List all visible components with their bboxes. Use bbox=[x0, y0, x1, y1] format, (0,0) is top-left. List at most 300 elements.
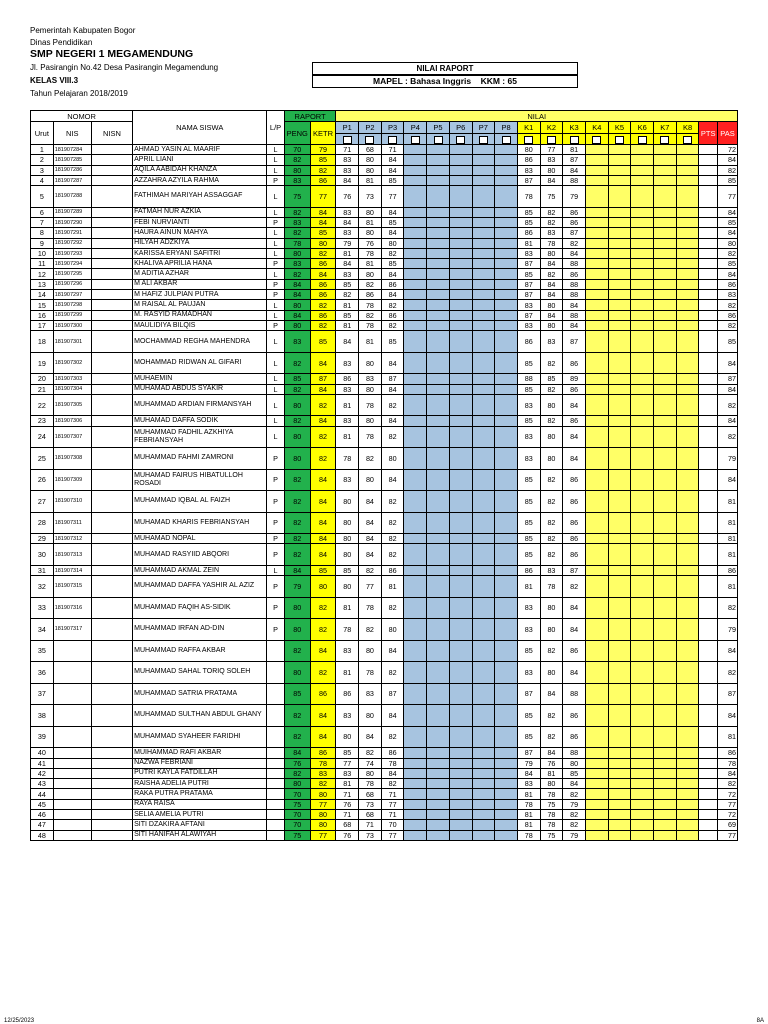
cell-p4[interactable] bbox=[404, 469, 427, 491]
cell-k1[interactable]: 83 bbox=[517, 619, 540, 641]
cell-p5[interactable] bbox=[427, 352, 450, 374]
cell-p3[interactable]: 84 bbox=[381, 165, 404, 175]
cell-p7[interactable] bbox=[472, 155, 495, 165]
cell-pts[interactable] bbox=[699, 597, 718, 619]
cell-k6[interactable] bbox=[631, 683, 654, 705]
cell-p8[interactable] bbox=[495, 576, 518, 598]
cell-k8[interactable] bbox=[676, 374, 699, 384]
cell-p1[interactable]: 81 bbox=[336, 662, 359, 684]
cell-peng[interactable]: 82 bbox=[284, 491, 310, 513]
cell-k6[interactable] bbox=[631, 640, 654, 662]
cell-k1[interactable]: 85 bbox=[517, 384, 540, 394]
cell-p6[interactable] bbox=[449, 597, 472, 619]
cell-k3[interactable]: 86 bbox=[563, 384, 586, 394]
cell-peng[interactable]: 80 bbox=[284, 448, 310, 470]
cell-k6[interactable] bbox=[631, 810, 654, 820]
cell-k4[interactable] bbox=[585, 238, 608, 248]
cell-p8[interactable] bbox=[495, 352, 518, 374]
cell-ketr[interactable]: 84 bbox=[310, 640, 336, 662]
cell-p4[interactable] bbox=[404, 320, 427, 330]
cell-k7[interactable] bbox=[654, 576, 677, 598]
cell-p4[interactable] bbox=[404, 491, 427, 513]
cell-p6[interactable] bbox=[449, 799, 472, 809]
cell-p4[interactable] bbox=[404, 534, 427, 544]
cell-p8[interactable] bbox=[495, 820, 518, 830]
cell-ketr[interactable]: 86 bbox=[310, 279, 336, 289]
cell-p3[interactable]: 82 bbox=[381, 779, 404, 789]
cell-p3[interactable]: 80 bbox=[381, 619, 404, 641]
cell-p1[interactable]: 86 bbox=[336, 683, 359, 705]
cell-p6[interactable] bbox=[449, 175, 472, 185]
cell-p4[interactable] bbox=[404, 384, 427, 394]
cell-k1[interactable]: 83 bbox=[517, 165, 540, 175]
cell-k4[interactable] bbox=[585, 748, 608, 758]
cell-k8[interactable] bbox=[676, 290, 699, 300]
cell-p6[interactable] bbox=[449, 228, 472, 238]
cell-k4[interactable] bbox=[585, 374, 608, 384]
cell-peng[interactable]: 70 bbox=[284, 820, 310, 830]
cell-k1[interactable]: 85 bbox=[517, 534, 540, 544]
cell-pts[interactable] bbox=[699, 279, 718, 289]
cell-p2[interactable]: 82 bbox=[359, 619, 382, 641]
cell-k5[interactable] bbox=[608, 352, 631, 374]
cell-p2[interactable]: 77 bbox=[359, 576, 382, 598]
cell-p7[interactable] bbox=[472, 384, 495, 394]
cell-p2[interactable]: 82 bbox=[359, 748, 382, 758]
cell-p1[interactable]: 83 bbox=[336, 155, 359, 165]
cell-pas[interactable]: 72 bbox=[717, 145, 737, 155]
cell-p8[interactable] bbox=[495, 259, 518, 269]
cell-p6[interactable] bbox=[449, 384, 472, 394]
cell-k1[interactable]: 83 bbox=[517, 248, 540, 258]
cell-ketr[interactable]: 82 bbox=[310, 426, 336, 448]
cell-p6[interactable] bbox=[449, 374, 472, 384]
cell-peng[interactable]: 82 bbox=[284, 207, 310, 217]
cell-pts[interactable] bbox=[699, 290, 718, 300]
cell-k2[interactable]: 85 bbox=[540, 374, 563, 384]
cell-pts[interactable] bbox=[699, 248, 718, 258]
cell-k4[interactable] bbox=[585, 597, 608, 619]
cell-k5[interactable] bbox=[608, 597, 631, 619]
cell-p1[interactable]: 83 bbox=[336, 705, 359, 727]
cell-k5[interactable] bbox=[608, 799, 631, 809]
cell-k4[interactable] bbox=[585, 789, 608, 799]
cell-k5[interactable] bbox=[608, 469, 631, 491]
cell-p8[interactable] bbox=[495, 175, 518, 185]
cell-k4[interactable] bbox=[585, 799, 608, 809]
cell-k3[interactable]: 87 bbox=[563, 155, 586, 165]
cell-p2[interactable]: 68 bbox=[359, 145, 382, 155]
cell-p8[interactable] bbox=[495, 269, 518, 279]
cell-k3[interactable]: 88 bbox=[563, 175, 586, 185]
cell-p7[interactable] bbox=[472, 597, 495, 619]
cell-p3[interactable]: 84 bbox=[381, 705, 404, 727]
cell-p6[interactable] bbox=[449, 352, 472, 374]
cell-k8[interactable] bbox=[676, 145, 699, 155]
cell-k2[interactable]: 75 bbox=[540, 186, 563, 208]
cell-p1[interactable]: 80 bbox=[336, 726, 359, 748]
cell-k6[interactable] bbox=[631, 186, 654, 208]
cell-p1[interactable]: 80 bbox=[336, 544, 359, 566]
cell-pts[interactable] bbox=[699, 374, 718, 384]
cell-p2[interactable]: 84 bbox=[359, 512, 382, 534]
cell-pas[interactable]: 82 bbox=[717, 662, 737, 684]
cell-p3[interactable]: 84 bbox=[381, 384, 404, 394]
cell-k5[interactable] bbox=[608, 726, 631, 748]
cell-k3[interactable]: 80 bbox=[563, 758, 586, 768]
cell-p6[interactable] bbox=[449, 619, 472, 641]
cell-peng[interactable]: 80 bbox=[284, 248, 310, 258]
cell-k7[interactable] bbox=[654, 534, 677, 544]
cell-k2[interactable]: 76 bbox=[540, 758, 563, 768]
cell-k7[interactable] bbox=[654, 217, 677, 227]
cell-k3[interactable]: 82 bbox=[563, 576, 586, 598]
cell-k5[interactable] bbox=[608, 758, 631, 768]
checkbox-k4[interactable] bbox=[592, 136, 601, 144]
cell-k1[interactable]: 85 bbox=[517, 207, 540, 217]
cell-k7[interactable] bbox=[654, 448, 677, 470]
cell-k3[interactable]: 84 bbox=[563, 597, 586, 619]
cell-p7[interactable] bbox=[472, 779, 495, 789]
cell-k5[interactable] bbox=[608, 238, 631, 248]
cell-pas[interactable]: 82 bbox=[717, 248, 737, 258]
cell-k3[interactable]: 88 bbox=[563, 310, 586, 320]
cell-p4[interactable] bbox=[404, 352, 427, 374]
cell-k4[interactable] bbox=[585, 469, 608, 491]
cell-k4[interactable] bbox=[585, 352, 608, 374]
cell-k4[interactable] bbox=[585, 228, 608, 238]
cell-p8[interactable] bbox=[495, 640, 518, 662]
cell-p2[interactable]: 76 bbox=[359, 238, 382, 248]
cell-p6[interactable] bbox=[449, 416, 472, 426]
cell-p5[interactable] bbox=[427, 269, 450, 279]
cell-k7[interactable] bbox=[654, 331, 677, 353]
cell-p8[interactable] bbox=[495, 374, 518, 384]
cell-p6[interactable] bbox=[449, 512, 472, 534]
cell-k7[interactable] bbox=[654, 640, 677, 662]
cell-p2[interactable]: 83 bbox=[359, 374, 382, 384]
cell-k6[interactable] bbox=[631, 269, 654, 279]
cell-p2[interactable]: 73 bbox=[359, 186, 382, 208]
cell-p5[interactable] bbox=[427, 768, 450, 778]
cell-p7[interactable] bbox=[472, 290, 495, 300]
cell-p6[interactable] bbox=[449, 145, 472, 155]
cell-p1[interactable]: 80 bbox=[336, 512, 359, 534]
cell-p5[interactable] bbox=[427, 597, 450, 619]
cell-p3[interactable]: 82 bbox=[381, 320, 404, 330]
cell-k1[interactable]: 79 bbox=[517, 758, 540, 768]
cell-ketr[interactable]: 85 bbox=[310, 155, 336, 165]
cell-p6[interactable] bbox=[449, 426, 472, 448]
cell-pas[interactable]: 77 bbox=[717, 186, 737, 208]
cell-p3[interactable]: 84 bbox=[381, 416, 404, 426]
cell-pas[interactable]: 84 bbox=[717, 207, 737, 217]
cell-k5[interactable] bbox=[608, 768, 631, 778]
cell-k2[interactable]: 80 bbox=[540, 300, 563, 310]
cell-k5[interactable] bbox=[608, 779, 631, 789]
cell-k2[interactable]: 80 bbox=[540, 619, 563, 641]
cell-k1[interactable]: 81 bbox=[517, 576, 540, 598]
cell-p2[interactable]: 80 bbox=[359, 384, 382, 394]
cell-p4[interactable] bbox=[404, 290, 427, 300]
cell-pts[interactable] bbox=[699, 331, 718, 353]
cell-k4[interactable] bbox=[585, 726, 608, 748]
cell-k6[interactable] bbox=[631, 228, 654, 238]
cell-ketr[interactable]: 82 bbox=[310, 165, 336, 175]
cell-p3[interactable]: 86 bbox=[381, 565, 404, 575]
cell-p5[interactable] bbox=[427, 789, 450, 799]
cell-k3[interactable]: 84 bbox=[563, 300, 586, 310]
cell-k8[interactable] bbox=[676, 705, 699, 727]
cell-p7[interactable] bbox=[472, 259, 495, 269]
cell-k3[interactable]: 86 bbox=[563, 469, 586, 491]
cell-ketr[interactable]: 82 bbox=[310, 394, 336, 416]
cell-k2[interactable]: 78 bbox=[540, 789, 563, 799]
cell-p8[interactable] bbox=[495, 186, 518, 208]
cell-k6[interactable] bbox=[631, 830, 654, 840]
cell-pts[interactable] bbox=[699, 534, 718, 544]
cell-k4[interactable] bbox=[585, 175, 608, 185]
cell-pas[interactable]: 86 bbox=[717, 279, 737, 289]
cell-ketr[interactable]: 86 bbox=[310, 175, 336, 185]
cell-k6[interactable] bbox=[631, 300, 654, 310]
cell-pts[interactable] bbox=[699, 426, 718, 448]
cell-k1[interactable]: 88 bbox=[517, 374, 540, 384]
cell-k4[interactable] bbox=[585, 186, 608, 208]
cell-k8[interactable] bbox=[676, 683, 699, 705]
cell-pts[interactable] bbox=[699, 576, 718, 598]
cell-k3[interactable]: 82 bbox=[563, 238, 586, 248]
cell-pts[interactable] bbox=[699, 175, 718, 185]
cell-peng[interactable]: 82 bbox=[284, 768, 310, 778]
cell-p3[interactable]: 84 bbox=[381, 640, 404, 662]
cell-k4[interactable] bbox=[585, 269, 608, 279]
cell-p5[interactable] bbox=[427, 300, 450, 310]
cell-ketr[interactable]: 86 bbox=[310, 290, 336, 300]
cell-p3[interactable]: 84 bbox=[381, 768, 404, 778]
cell-pts[interactable] bbox=[699, 310, 718, 320]
cell-k1[interactable]: 87 bbox=[517, 748, 540, 758]
cell-p6[interactable] bbox=[449, 748, 472, 758]
cell-k7[interactable] bbox=[654, 145, 677, 155]
cell-p8[interactable] bbox=[495, 662, 518, 684]
cell-p8[interactable] bbox=[495, 469, 518, 491]
cell-peng[interactable]: 70 bbox=[284, 810, 310, 820]
cell-p6[interactable] bbox=[449, 331, 472, 353]
cell-peng[interactable]: 79 bbox=[284, 576, 310, 598]
cell-k6[interactable] bbox=[631, 290, 654, 300]
cell-k4[interactable] bbox=[585, 320, 608, 330]
cell-k6[interactable] bbox=[631, 384, 654, 394]
cell-p5[interactable] bbox=[427, 619, 450, 641]
cell-p5[interactable] bbox=[427, 544, 450, 566]
cell-p8[interactable] bbox=[495, 145, 518, 155]
cell-k5[interactable] bbox=[608, 544, 631, 566]
cell-ketr[interactable]: 84 bbox=[310, 207, 336, 217]
cell-k2[interactable]: 77 bbox=[540, 145, 563, 155]
cell-p4[interactable] bbox=[404, 145, 427, 155]
cell-p1[interactable]: 81 bbox=[336, 394, 359, 416]
cell-peng[interactable]: 70 bbox=[284, 145, 310, 155]
cell-peng[interactable]: 82 bbox=[284, 228, 310, 238]
cell-pts[interactable] bbox=[699, 186, 718, 208]
cell-peng[interactable]: 80 bbox=[284, 597, 310, 619]
cell-pas[interactable]: 72 bbox=[717, 810, 737, 820]
cell-pts[interactable] bbox=[699, 217, 718, 227]
cell-k1[interactable]: 83 bbox=[517, 597, 540, 619]
cell-k3[interactable]: 88 bbox=[563, 683, 586, 705]
cell-p7[interactable] bbox=[472, 145, 495, 155]
cell-pas[interactable]: 81 bbox=[717, 512, 737, 534]
cell-p4[interactable] bbox=[404, 279, 427, 289]
cell-k5[interactable] bbox=[608, 512, 631, 534]
cell-k8[interactable] bbox=[676, 491, 699, 513]
cell-k7[interactable] bbox=[654, 279, 677, 289]
cell-p6[interactable] bbox=[449, 810, 472, 820]
cell-p2[interactable]: 80 bbox=[359, 269, 382, 279]
cell-p1[interactable]: 83 bbox=[336, 640, 359, 662]
cell-k8[interactable] bbox=[676, 416, 699, 426]
cell-p5[interactable] bbox=[427, 394, 450, 416]
cell-k8[interactable] bbox=[676, 331, 699, 353]
cell-p7[interactable] bbox=[472, 491, 495, 513]
cell-p5[interactable] bbox=[427, 207, 450, 217]
cell-k7[interactable] bbox=[654, 619, 677, 641]
cell-p7[interactable] bbox=[472, 576, 495, 598]
cell-p4[interactable] bbox=[404, 799, 427, 809]
cell-p6[interactable] bbox=[449, 279, 472, 289]
cell-p8[interactable] bbox=[495, 384, 518, 394]
cell-k1[interactable]: 84 bbox=[517, 768, 540, 778]
cell-k5[interactable] bbox=[608, 789, 631, 799]
cell-k4[interactable] bbox=[585, 300, 608, 310]
cell-k2[interactable]: 80 bbox=[540, 597, 563, 619]
cell-k6[interactable] bbox=[631, 448, 654, 470]
cell-ketr[interactable]: 87 bbox=[310, 374, 336, 384]
cell-p4[interactable] bbox=[404, 331, 427, 353]
cell-p1[interactable]: 80 bbox=[336, 576, 359, 598]
cell-p4[interactable] bbox=[404, 830, 427, 840]
cell-p1[interactable]: 81 bbox=[336, 248, 359, 258]
cell-p2[interactable]: 81 bbox=[359, 259, 382, 269]
cell-k1[interactable]: 87 bbox=[517, 175, 540, 185]
cell-p7[interactable] bbox=[472, 426, 495, 448]
cell-peng[interactable]: 80 bbox=[284, 779, 310, 789]
cell-p1[interactable]: 83 bbox=[336, 416, 359, 426]
cell-ketr[interactable]: 82 bbox=[310, 779, 336, 789]
cell-k2[interactable]: 78 bbox=[540, 576, 563, 598]
cell-p5[interactable] bbox=[427, 830, 450, 840]
cell-pts[interactable] bbox=[699, 758, 718, 768]
cell-peng[interactable]: 82 bbox=[284, 155, 310, 165]
cell-p4[interactable] bbox=[404, 512, 427, 534]
cell-p8[interactable] bbox=[495, 248, 518, 258]
cell-p1[interactable]: 71 bbox=[336, 789, 359, 799]
cell-k6[interactable] bbox=[631, 789, 654, 799]
cell-k1[interactable]: 83 bbox=[517, 300, 540, 310]
cell-p7[interactable] bbox=[472, 758, 495, 768]
cell-p8[interactable] bbox=[495, 830, 518, 840]
cell-p7[interactable] bbox=[472, 726, 495, 748]
cell-k4[interactable] bbox=[585, 662, 608, 684]
cell-ketr[interactable]: 80 bbox=[310, 576, 336, 598]
cell-p2[interactable]: 82 bbox=[359, 279, 382, 289]
cell-k5[interactable] bbox=[608, 217, 631, 227]
cell-p2[interactable]: 84 bbox=[359, 544, 382, 566]
cell-peng[interactable]: 82 bbox=[284, 512, 310, 534]
cell-k3[interactable]: 86 bbox=[563, 705, 586, 727]
cell-pas[interactable]: 86 bbox=[717, 310, 737, 320]
cell-p1[interactable]: 76 bbox=[336, 799, 359, 809]
cell-k4[interactable] bbox=[585, 155, 608, 165]
cell-k1[interactable]: 81 bbox=[517, 789, 540, 799]
cell-k8[interactable] bbox=[676, 758, 699, 768]
cell-p7[interactable] bbox=[472, 207, 495, 217]
cell-k1[interactable]: 85 bbox=[517, 726, 540, 748]
cell-k4[interactable] bbox=[585, 448, 608, 470]
cell-k8[interactable] bbox=[676, 279, 699, 289]
cell-pts[interactable] bbox=[699, 352, 718, 374]
cell-k6[interactable] bbox=[631, 426, 654, 448]
cell-pas[interactable]: 82 bbox=[717, 597, 737, 619]
cell-k8[interactable] bbox=[676, 748, 699, 758]
cell-p1[interactable]: 78 bbox=[336, 448, 359, 470]
cell-peng[interactable]: 82 bbox=[284, 726, 310, 748]
cell-p1[interactable]: 76 bbox=[336, 830, 359, 840]
cell-k8[interactable] bbox=[676, 238, 699, 248]
cell-p3[interactable]: 82 bbox=[381, 394, 404, 416]
cell-peng[interactable]: 70 bbox=[284, 789, 310, 799]
cell-ketr[interactable]: 84 bbox=[310, 491, 336, 513]
cell-peng[interactable]: 75 bbox=[284, 186, 310, 208]
cell-k4[interactable] bbox=[585, 534, 608, 544]
cell-p6[interactable] bbox=[449, 259, 472, 269]
cell-p7[interactable] bbox=[472, 228, 495, 238]
cell-pts[interactable] bbox=[699, 448, 718, 470]
cell-p5[interactable] bbox=[427, 705, 450, 727]
cell-p6[interactable] bbox=[449, 662, 472, 684]
cell-k7[interactable] bbox=[654, 426, 677, 448]
cell-peng[interactable]: 80 bbox=[284, 426, 310, 448]
cell-pas[interactable]: 85 bbox=[717, 331, 737, 353]
cell-pts[interactable] bbox=[699, 705, 718, 727]
cell-k1[interactable]: 83 bbox=[517, 779, 540, 789]
cell-k8[interactable] bbox=[676, 228, 699, 238]
cell-k5[interactable] bbox=[608, 186, 631, 208]
cell-k5[interactable] bbox=[608, 748, 631, 758]
cell-pas[interactable]: 84 bbox=[717, 228, 737, 238]
cell-peng[interactable]: 78 bbox=[284, 238, 310, 248]
checkbox-p6[interactable] bbox=[456, 136, 465, 144]
cell-ketr[interactable]: 82 bbox=[310, 662, 336, 684]
cell-k3[interactable]: 84 bbox=[563, 248, 586, 258]
cell-p1[interactable]: 83 bbox=[336, 165, 359, 175]
cell-p8[interactable] bbox=[495, 726, 518, 748]
cell-p2[interactable]: 80 bbox=[359, 640, 382, 662]
cell-k6[interactable] bbox=[631, 779, 654, 789]
cell-k4[interactable] bbox=[585, 544, 608, 566]
cell-pas[interactable]: 84 bbox=[717, 640, 737, 662]
cell-p3[interactable]: 71 bbox=[381, 145, 404, 155]
cell-p2[interactable]: 82 bbox=[359, 310, 382, 320]
cell-k5[interactable] bbox=[608, 279, 631, 289]
cell-p5[interactable] bbox=[427, 238, 450, 248]
cell-k2[interactable]: 82 bbox=[540, 512, 563, 534]
cell-k3[interactable]: 82 bbox=[563, 810, 586, 820]
cell-k2[interactable]: 84 bbox=[540, 279, 563, 289]
cell-p5[interactable] bbox=[427, 290, 450, 300]
cell-p6[interactable] bbox=[449, 300, 472, 310]
